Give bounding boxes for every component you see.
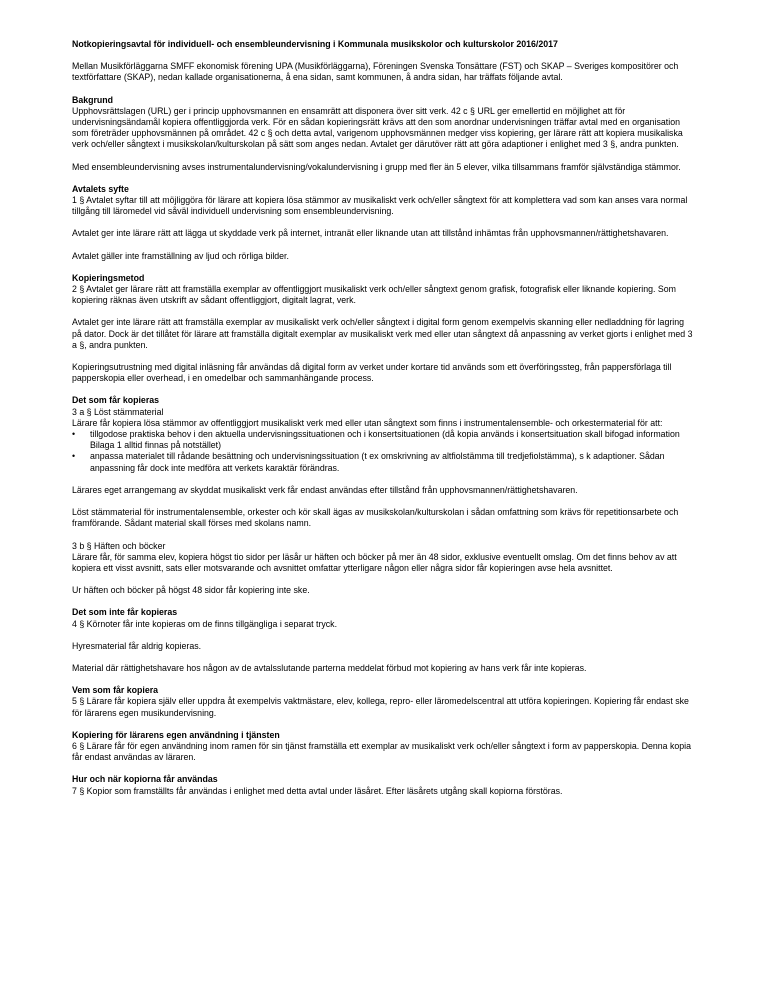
far-subheading-3a: 3 a § Löst stämmaterial	[72, 406, 164, 417]
syfte-ljud: Avtalet gäller inte framställning av ljud och rörliga bilder.	[72, 250, 289, 261]
list-item-text: tillgodose praktiska behov i den aktuella undervisningssituationen och i konsertsituationen (då kopia används i konsertsituation skall bifogad information Bilaga 1 alltid finnas på notstället)	[90, 429, 680, 451]
heading-far: Det som får kopieras	[72, 395, 160, 406]
inte-far-hyres: Hyresmaterial får aldrig kopieras.	[72, 640, 202, 651]
section-egen	[72, 730, 694, 764]
list-item	[72, 451, 694, 473]
section-syfte	[72, 184, 694, 218]
list-item-text: anpassa materialet till rådande besättning och undervisningssituation (t ex omskrivning av altfiolstämma till tredjefiolstämma), s k adaptioner. Sådan anpassning får dock inte medföra att verkets karaktär förändras.	[90, 451, 665, 473]
heading-bakgrund: Bakgrund	[72, 94, 114, 105]
vem-text: 5 § Lärare får kopiera själv eller uppdra åt exempelvis vaktmästare, elev, kollega, repro- eller läromedelscentral att utföra kopieringen. Kopiering får endast ske för lärarens egen musikundervisning.	[72, 696, 689, 718]
bullet-icon: •	[72, 451, 76, 462]
syfte-text: 1 § Avtalet syftar till att möjliggöra för lärare att kopiera lösa stämmor av musikaliskt verk och/eller sångtext för att komplettera vad som kan anses vara normal tillgång till läromedel vid såväl individuell undervisning som ensembleundervisning.	[72, 195, 688, 217]
hur-text: 7 § Kopior som framställts får användas i enlighet med detta avtal under läsåret. Efter läsårets utgång skall kopiorna förstöras.	[72, 785, 563, 796]
inte-far-forbud: Material där rättighetshavare hos någon av de avtalsslutande parterna meddelat förbud mot kopiering av hans verk får inte kopieras.	[72, 662, 587, 673]
heading-syfte: Avtalets syfte	[72, 183, 129, 194]
heading-metod: Kopieringsmetod	[72, 272, 145, 283]
section-vem	[72, 685, 694, 719]
far-subheading-3b: 3 b § Häften och böcker	[72, 540, 166, 551]
section-hur	[72, 774, 694, 796]
far-ensemble-material: Löst stämmaterial för instrumentalensemble, orkester och kör skall ägas av musikskolan/kulturskolan i sådan omfattning som krävs för repetitionsarbete och framförande. Sådant material skall förses med skolans namn.	[72, 507, 679, 529]
ensemble-definition: Med ensembleundervisning avses instrumentalundervisning/vokalundervisning i grupp med fler än 5 elever, vilka tillsammans framför självständiga stämmor.	[72, 161, 681, 172]
bullet-icon: •	[72, 429, 76, 440]
far-lead: Lärare får kopiera lösa stämmor av offentliggjort musikaliskt verk med eller utan sångtext som finns i instrumentalensemble- och orkestermaterial för att:	[72, 417, 663, 428]
list-item	[72, 429, 694, 451]
section-far-3b	[72, 541, 694, 575]
far-bullet-list	[72, 429, 694, 474]
section-metod	[72, 273, 694, 307]
far-arrangemang: Lärares eget arrangemang av skyddat musikaliskt verk får endast användas efter tillstånd från upphovsmannen/rättighetshavaren.	[72, 484, 578, 495]
bakgrund-text: Upphovsrättslagen (URL) ger i princip upphovsmannen en ensamrätt att disponera över sitt verk. 42 c § URL ger emellertid en möjlighet att för undervisningsändamål kopiera offentliggjorda verk. För en sådan kopieringsrätt krävs att den som anordnar undervisningen träffar avtal med en organisation som företräder upphovsmännen på området. 42 c § och detta avtal, varigenom upphovsmännen medger viss kopiering, ger lärare rätt att kopiera musikaliska verk och/eller sångtext i musikskolan/kulturskolan på sätt som anges nedan. Avtalet ger därutöver rätt att göra adaptioner i enlighet med 3 §, andra punkten.	[72, 105, 683, 150]
far-books-text: Lärare får, för samma elev, kopiera högst tio sidor per läsår ur häften och böcker på mer än 48 sidor, exklusive eventuellt omslag. Om det finns behov av att kopiera ett visst avsnitt, sats eller motsvarande och avsnittet omfattar ytterligare någon eller några sidor får kopieringen avse hela avsnittet.	[72, 551, 677, 573]
document-page	[72, 39, 694, 808]
metod-utrustning: Kopieringsutrustning med digital inläsning får användas då digital form av verket under kortare tid används som ett överföringssteg, från pappersförlaga till papperskopia eller overhead, i en omedelbar och sammanhängande process.	[72, 362, 672, 384]
far-48-sidor: Ur häften och böcker på högst 48 sidor får kopiering inte ske.	[72, 585, 310, 596]
heading-egen: Kopiering för lärarens egen användning i tjänsten	[72, 729, 280, 740]
section-inte-far	[72, 607, 694, 629]
metod-text: 2 § Avtalet ger lärare rätt att framställa exemplar av offentliggjort musikaliskt verk och/eller sångtext genom grafisk, fotografisk eller liknande kopiering. Som kopiering räknas även utskrift av sådant offentliggjort, digitalt lagrat, verk.	[72, 284, 677, 306]
section-far	[72, 395, 694, 429]
heading-inte-far: Det som inte får kopieras	[72, 607, 178, 618]
inte-far-text: 4 § Körnoter får inte kopieras om de finns tillgängliga i separat tryck.	[72, 618, 338, 629]
intro-paragraph: Mellan Musikförläggarna SMFF ekonomisk förening UPA (Musikförläggarna), Föreningen Svenska Tonsättare (FST) och SKAP – Sveriges kompositörer och textförfattare (SKAP), nedan kallade organisationerna, å ena sidan, samt kommunen, å andra sidan, har träffats följande avtal.	[72, 61, 679, 83]
egen-text: 6 § Lärare får för egen användning inom ramen för sin tjänst framställa ett exemplar av musikaliskt verk och/eller sångtext i form av papperskopia. Denna kopia får endast användas av läraren.	[72, 740, 692, 763]
syfte-internet: Avtalet ger inte lärare rätt att lägga ut skyddade verk på internet, intranät eller liknande utan att tillstånd inhämtas från upphovsmannen/rättighetshavaren.	[72, 228, 669, 239]
heading-vem: Vem som får kopiera	[72, 685, 159, 696]
document-title: Notkopieringsavtal för individuell- och ensembleundervisning i Kommunala musikskolor och kulturskolor 2016/2017	[72, 39, 558, 49]
metod-digital: Avtalet ger inte lärare rätt att framställa exemplar av musikaliskt verk och/eller sångtext i digital form genom exempelvis skanning eller nedladdning för lagring på dator. Dock är det tillåtet för lärare att framställa digitalt exemplar av musikaliskt verk med eller utan sångtext då anpassning av verket gjorts i enlighet med 3 a §, andra punkten.	[72, 317, 693, 350]
section-bakgrund	[72, 95, 694, 151]
heading-hur: Hur och när kopiorna får användas	[72, 774, 218, 785]
